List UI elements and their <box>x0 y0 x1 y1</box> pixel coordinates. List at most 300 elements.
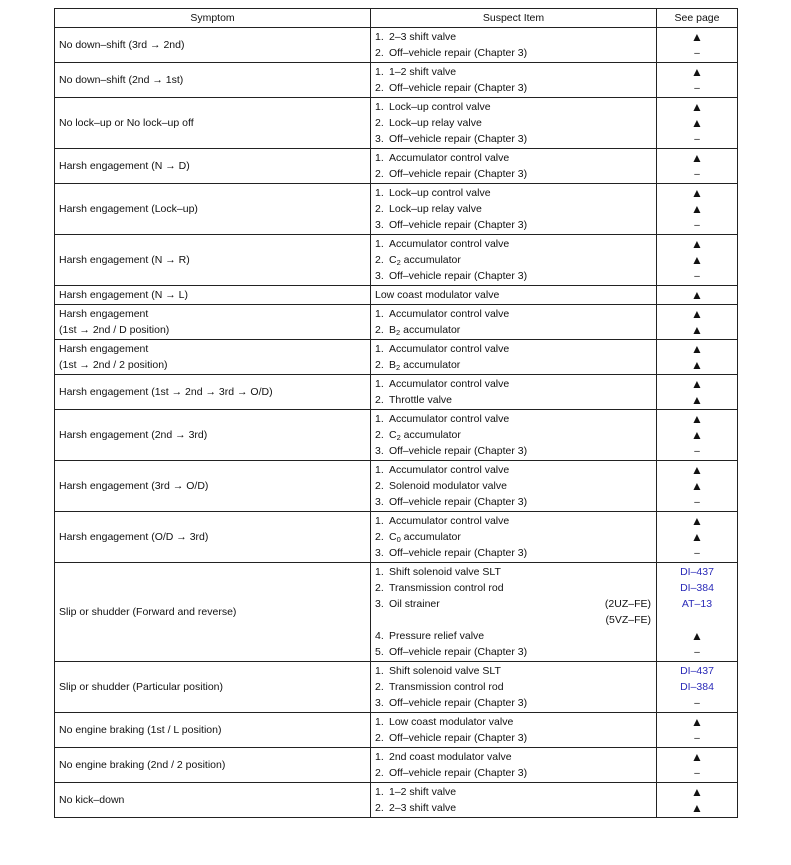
item-number: 2. <box>375 732 384 744</box>
triangle-marker-icon: ▲ <box>691 288 703 302</box>
suspect-item-cell <box>371 98 657 149</box>
table-row <box>55 149 738 184</box>
suspect-item-cell <box>371 340 657 375</box>
item-text: Shift solenoid valve SLT <box>389 665 501 677</box>
engine-note: (2UZ–FE) <box>604 598 651 610</box>
item-text: Accumulator control valve <box>389 413 510 425</box>
item-number: 3. <box>375 219 384 231</box>
page-line <box>657 513 737 529</box>
item-subscript: 2 <box>396 363 401 372</box>
page-line <box>657 80 737 96</box>
suspect-item <box>371 236 656 252</box>
symptom-text: Harsh engagement (Lock–up) <box>59 203 198 215</box>
item-text: Off–vehicle repair (Chapter 3) <box>389 47 528 59</box>
page-line <box>657 64 737 80</box>
page-reference-link[interactable]: DI–384 <box>680 681 714 693</box>
suspect-item-cell <box>371 748 657 783</box>
suspect-item <box>371 478 656 494</box>
triangle-marker-icon: ▲ <box>691 412 703 426</box>
symptom-text: No engine braking (2nd / 2 position) <box>59 759 226 771</box>
symptom-cell <box>55 28 371 63</box>
page-reference-link[interactable]: DI–437 <box>680 665 714 677</box>
suspect-item <box>371 306 656 322</box>
item-text: C <box>389 429 397 441</box>
page-line <box>657 392 737 408</box>
suspect-item <box>371 201 656 217</box>
triangle-marker-icon: ▲ <box>691 715 703 729</box>
symptom-cell <box>55 713 371 748</box>
item-text: Off–vehicle repair (Chapter 3) <box>389 82 528 94</box>
table-row <box>55 340 738 375</box>
see-page-cell <box>657 563 738 662</box>
item-text-suffix: accumulator <box>400 429 461 441</box>
page-line <box>657 322 737 338</box>
item-text: Off–vehicle repair (Chapter 3) <box>389 697 528 709</box>
suspect-item <box>371 45 656 61</box>
symptom-text: Harsh engagement (2nd → 3rd) <box>59 429 208 441</box>
symptom-cell <box>55 340 371 375</box>
suspect-item-cell <box>371 184 657 235</box>
page-reference-link[interactable]: DI–384 <box>680 582 714 594</box>
page-line <box>657 765 737 781</box>
symptom-cell <box>55 662 371 713</box>
symptom-text: No down–shift (3rd → 2nd) <box>59 39 185 51</box>
suspect-item <box>371 252 656 268</box>
triangle-marker-icon: ▲ <box>691 629 703 643</box>
symptom-cell <box>55 98 371 149</box>
no-page-dash: – <box>694 647 700 658</box>
symptom-cell <box>55 748 371 783</box>
table-row <box>55 98 738 149</box>
table-row <box>55 713 738 748</box>
suspect-item <box>371 443 656 459</box>
header-see-page: See page <box>657 9 738 28</box>
page-line <box>657 29 737 45</box>
page-line <box>657 115 737 131</box>
item-text: Transmission control rod <box>389 681 504 693</box>
item-number: 3. <box>375 697 384 709</box>
item-text: Off–vehicle repair (Chapter 3) <box>389 496 528 508</box>
item-subscript: 0 <box>396 535 401 544</box>
suspect-item-cell <box>371 410 657 461</box>
item-text-suffix: accumulator <box>400 324 461 336</box>
see-page-cell <box>657 305 738 340</box>
suspect-item <box>371 765 656 781</box>
triangle-marker-icon: ▲ <box>691 186 703 200</box>
item-number: 1. <box>375 413 384 425</box>
table-row <box>55 235 738 286</box>
symptom-text: Harsh engagement (N → D) <box>59 160 190 172</box>
triangle-marker-icon: ▲ <box>691 237 703 251</box>
suspect-item <box>371 628 656 644</box>
item-number: 1. <box>375 378 384 390</box>
symptom-text: Harsh engagement (N → L) <box>59 289 188 301</box>
see-page-cell <box>657 748 738 783</box>
symptom-text: Harsh engagement (O/D → 3rd) <box>59 531 209 543</box>
item-number: 2. <box>375 324 384 336</box>
item-number: 4. <box>375 630 384 642</box>
item-number: 1. <box>375 308 384 320</box>
no-page-dash: – <box>694 83 700 94</box>
triangle-marker-icon: ▲ <box>691 750 703 764</box>
table-row <box>55 783 738 818</box>
item-text: Off–vehicle repair (Chapter 3) <box>389 219 528 231</box>
triangle-marker-icon: ▲ <box>691 65 703 79</box>
engine-note: (5VZ–FE) <box>605 614 651 626</box>
triangle-marker-icon: ▲ <box>691 428 703 442</box>
page-line <box>657 252 737 268</box>
item-text: Off–vehicle repair (Chapter 3) <box>389 133 528 145</box>
header-suspect-item: Suspect Item <box>371 9 657 28</box>
header-row <box>55 9 738 28</box>
suspect-item <box>371 287 656 303</box>
symptom-cell <box>55 375 371 410</box>
suspect-item-cell <box>371 305 657 340</box>
item-text: Accumulator control valve <box>389 308 510 320</box>
suspect-item <box>371 679 656 695</box>
item-text: Lock–up relay valve <box>389 117 482 129</box>
table-row <box>55 748 738 783</box>
item-number: 1. <box>375 66 384 78</box>
triangle-marker-icon: ▲ <box>691 479 703 493</box>
symptom-text: Slip or shudder (Particular position) <box>59 681 223 693</box>
item-number: 3. <box>375 598 384 610</box>
item-text: Shift solenoid valve SLT <box>389 566 501 578</box>
triangle-marker-icon: ▲ <box>691 202 703 216</box>
item-text: Lock–up control valve <box>389 187 491 199</box>
page-line <box>657 166 737 182</box>
suspect-item-cell <box>371 63 657 98</box>
symptom-cell <box>55 305 371 340</box>
item-number: 2. <box>375 480 384 492</box>
item-text: C <box>389 254 397 266</box>
table-row <box>55 286 738 305</box>
symptom-cell <box>55 63 371 98</box>
triangle-marker-icon: ▲ <box>691 323 703 337</box>
suspect-item <box>371 784 656 800</box>
page-line <box>657 427 737 443</box>
triangle-marker-icon: ▲ <box>691 342 703 356</box>
item-number: 2. <box>375 531 384 543</box>
suspect-item <box>371 427 656 443</box>
suspect-item <box>371 596 656 612</box>
see-page-cell <box>657 512 738 563</box>
symptom-text: No kick–down <box>59 794 125 806</box>
see-page-cell <box>657 98 738 149</box>
item-text: Transmission control rod <box>389 582 504 594</box>
page-line <box>657 341 737 357</box>
triangle-marker-icon: ▲ <box>691 307 703 321</box>
item-number: 3. <box>375 270 384 282</box>
triangle-marker-icon: ▲ <box>691 116 703 130</box>
item-text: B <box>389 324 397 336</box>
see-page-cell <box>657 286 738 305</box>
item-text: Low coast modulator valve <box>375 289 500 301</box>
symptom-cell <box>55 184 371 235</box>
suspect-item-cell <box>371 235 657 286</box>
symptom-cell <box>55 461 371 512</box>
diagnosis-table <box>54 8 738 818</box>
page-line <box>657 217 737 233</box>
table-row <box>55 662 738 713</box>
suspect-item-cell <box>371 713 657 748</box>
suspect-item <box>371 800 656 816</box>
item-text: Accumulator control valve <box>389 152 510 164</box>
item-text: Off–vehicle repair (Chapter 3) <box>389 646 528 658</box>
item-number: 3. <box>375 445 384 457</box>
symptom-text: Harsh engagement <box>59 308 149 320</box>
see-page-cell <box>657 28 738 63</box>
item-text: Accumulator control valve <box>389 378 510 390</box>
item-text: Pressure relief valve <box>389 630 485 642</box>
see-page-cell <box>657 184 738 235</box>
item-number: 2. <box>375 582 384 594</box>
symptom-text: Harsh engagement (3rd → O/D) <box>59 480 209 492</box>
item-number: 1. <box>375 515 384 527</box>
page-line <box>657 679 737 695</box>
table-row <box>55 184 738 235</box>
page-line <box>657 357 737 373</box>
item-text: 2–3 shift valve <box>389 31 457 43</box>
suspect-item <box>371 644 656 660</box>
item-text: Low coast modulator valve <box>389 716 514 728</box>
suspect-item <box>371 64 656 80</box>
item-text: 1–2 shift valve <box>389 66 457 78</box>
page-line <box>657 236 737 252</box>
item-text: 2–3 shift valve <box>389 802 457 814</box>
see-page-cell <box>657 63 738 98</box>
suspect-item-cell <box>371 783 657 818</box>
suspect-item <box>371 341 656 357</box>
suspect-item <box>371 663 656 679</box>
no-page-dash: – <box>694 48 700 59</box>
suspect-item <box>371 513 656 529</box>
symptom-text: (1st → 2nd / D position) <box>59 324 170 336</box>
suspect-item <box>371 411 656 427</box>
item-number: 2. <box>375 359 384 371</box>
symptom-text: Slip or shudder (Forward and reverse) <box>59 606 237 618</box>
see-page-cell <box>657 783 738 818</box>
triangle-marker-icon: ▲ <box>691 253 703 267</box>
suspect-item-cell <box>371 375 657 410</box>
see-page-cell <box>657 662 738 713</box>
no-page-dash: – <box>694 733 700 744</box>
item-subscript: 2 <box>396 258 401 267</box>
item-number: 2. <box>375 802 384 814</box>
item-number: 2. <box>375 394 384 406</box>
item-text: C <box>389 531 397 543</box>
page-line <box>657 494 737 510</box>
item-number: 2. <box>375 168 384 180</box>
table-row <box>55 63 738 98</box>
page-line <box>657 800 737 816</box>
symptom-text: Harsh engagement (N → R) <box>59 254 190 266</box>
symptom-text: No lock–up or No lock–up off <box>59 117 194 129</box>
triangle-marker-icon: ▲ <box>691 785 703 799</box>
no-page-dash: – <box>694 446 700 457</box>
table-row <box>55 305 738 340</box>
item-number: 1. <box>375 152 384 164</box>
item-text-suffix: accumulator <box>400 359 461 371</box>
item-number: 1. <box>375 566 384 578</box>
no-page-dash: – <box>694 220 700 231</box>
page-line <box>657 628 737 644</box>
item-number: 1. <box>375 101 384 113</box>
page-line <box>657 268 737 284</box>
suspect-item <box>371 749 656 765</box>
suspect-item <box>371 115 656 131</box>
page-line <box>657 580 737 596</box>
page-line <box>657 749 737 765</box>
page-line <box>657 644 737 660</box>
triangle-marker-icon: ▲ <box>691 151 703 165</box>
item-text-suffix: accumulator <box>400 254 461 266</box>
page-line <box>657 411 737 427</box>
symptom-cell <box>55 410 371 461</box>
item-text: Off–vehicle repair (Chapter 3) <box>389 168 528 180</box>
page-line <box>657 150 737 166</box>
symptom-cell <box>55 783 371 818</box>
suspect-item <box>371 322 656 338</box>
no-page-dash: – <box>694 271 700 282</box>
item-number: 1. <box>375 786 384 798</box>
suspect-item-cell <box>371 461 657 512</box>
suspect-item <box>371 695 656 711</box>
see-page-cell <box>657 375 738 410</box>
symptom-text: No down–shift (2nd → 1st) <box>59 74 184 86</box>
suspect-item <box>371 268 656 284</box>
page-line <box>657 185 737 201</box>
page-line <box>657 443 737 459</box>
symptom-text: Harsh engagement (1st → 2nd → 3rd → O/D) <box>59 386 273 398</box>
symptom-text: Harsh engagement <box>59 343 149 355</box>
suspect-item <box>371 80 656 96</box>
table-row <box>55 512 738 563</box>
suspect-item <box>371 131 656 147</box>
item-number: 2. <box>375 767 384 779</box>
triangle-marker-icon: ▲ <box>691 393 703 407</box>
item-number: 2. <box>375 47 384 59</box>
suspect-item <box>371 376 656 392</box>
suspect-item <box>371 529 656 545</box>
item-text: B <box>389 359 397 371</box>
item-number: 1. <box>375 31 384 43</box>
symptom-cell <box>55 149 371 184</box>
item-number: 3. <box>375 547 384 559</box>
triangle-marker-icon: ▲ <box>691 463 703 477</box>
item-number: 2. <box>375 681 384 693</box>
item-text: Accumulator control valve <box>389 464 510 476</box>
suspect-item <box>371 580 656 596</box>
suspect-item-cell <box>371 662 657 713</box>
triangle-marker-icon: ▲ <box>691 100 703 114</box>
item-text: Accumulator control valve <box>389 343 510 355</box>
page-line <box>657 306 737 322</box>
page-line <box>657 131 737 147</box>
item-number: 1. <box>375 187 384 199</box>
item-text: Off–vehicle repair (Chapter 3) <box>389 547 528 559</box>
no-page-dash: – <box>694 134 700 145</box>
triangle-marker-icon: ▲ <box>691 530 703 544</box>
item-text: Lock–up control valve <box>389 101 491 113</box>
item-text: Off–vehicle repair (Chapter 3) <box>389 445 528 457</box>
table-row <box>55 461 738 512</box>
item-number: 5. <box>375 646 384 658</box>
item-number: 1. <box>375 238 384 250</box>
item-text: Lock–up relay valve <box>389 203 482 215</box>
triangle-marker-icon: ▲ <box>691 377 703 391</box>
symptom-cell <box>55 512 371 563</box>
page-line <box>657 201 737 217</box>
item-number: 3. <box>375 496 384 508</box>
suspect-item <box>371 357 656 373</box>
item-subscript: 2 <box>396 433 401 442</box>
symptom-text: (1st → 2nd / 2 position) <box>59 359 168 371</box>
page-line <box>657 99 737 115</box>
item-text: Throttle valve <box>389 394 453 406</box>
suspect-item <box>371 545 656 561</box>
item-number: 2. <box>375 117 384 129</box>
see-page-cell <box>657 461 738 512</box>
item-text-suffix: accumulator <box>400 531 461 543</box>
header-symptom: Symptom <box>55 9 371 28</box>
item-number: 2. <box>375 82 384 94</box>
page-line <box>657 478 737 494</box>
page-line <box>657 663 737 679</box>
no-page-dash: – <box>694 548 700 559</box>
suspect-item <box>371 730 656 746</box>
item-text: Solenoid modulator valve <box>389 480 507 492</box>
triangle-marker-icon: ▲ <box>691 801 703 815</box>
page-line <box>657 529 737 545</box>
suspect-item <box>371 392 656 408</box>
symptom-cell <box>55 563 371 662</box>
no-page-dash: – <box>694 768 700 779</box>
symptom-cell <box>55 286 371 305</box>
item-text: Oil strainer <box>389 598 440 610</box>
item-number: 1. <box>375 716 384 728</box>
table-row <box>55 410 738 461</box>
item-subscript: 2 <box>396 328 401 337</box>
item-text: Off–vehicle repair (Chapter 3) <box>389 732 528 744</box>
see-page-cell <box>657 410 738 461</box>
page-line <box>657 462 737 478</box>
suspect-item <box>371 185 656 201</box>
suspect-item-cell <box>371 149 657 184</box>
suspect-item <box>371 29 656 45</box>
page-line <box>657 564 737 580</box>
see-page-cell <box>657 713 738 748</box>
page-line <box>657 714 737 730</box>
item-text: Off–vehicle repair (Chapter 3) <box>389 270 528 282</box>
suspect-item-cell <box>371 286 657 305</box>
suspect-item <box>371 150 656 166</box>
triangle-marker-icon: ▲ <box>691 514 703 528</box>
suspect-item <box>371 564 656 580</box>
page-reference-link[interactable]: DI–437 <box>680 566 714 578</box>
suspect-item-cell <box>371 563 657 662</box>
table-row <box>55 28 738 63</box>
see-page-cell <box>657 340 738 375</box>
suspect-item-cell <box>371 28 657 63</box>
table-row <box>55 563 738 662</box>
item-number: 2. <box>375 429 384 441</box>
page-reference-link[interactable]: AT–13 <box>681 598 713 610</box>
suspect-item <box>371 714 656 730</box>
page-line <box>657 730 737 746</box>
no-page-dash: – <box>694 698 700 709</box>
triangle-marker-icon: ▲ <box>691 30 703 44</box>
